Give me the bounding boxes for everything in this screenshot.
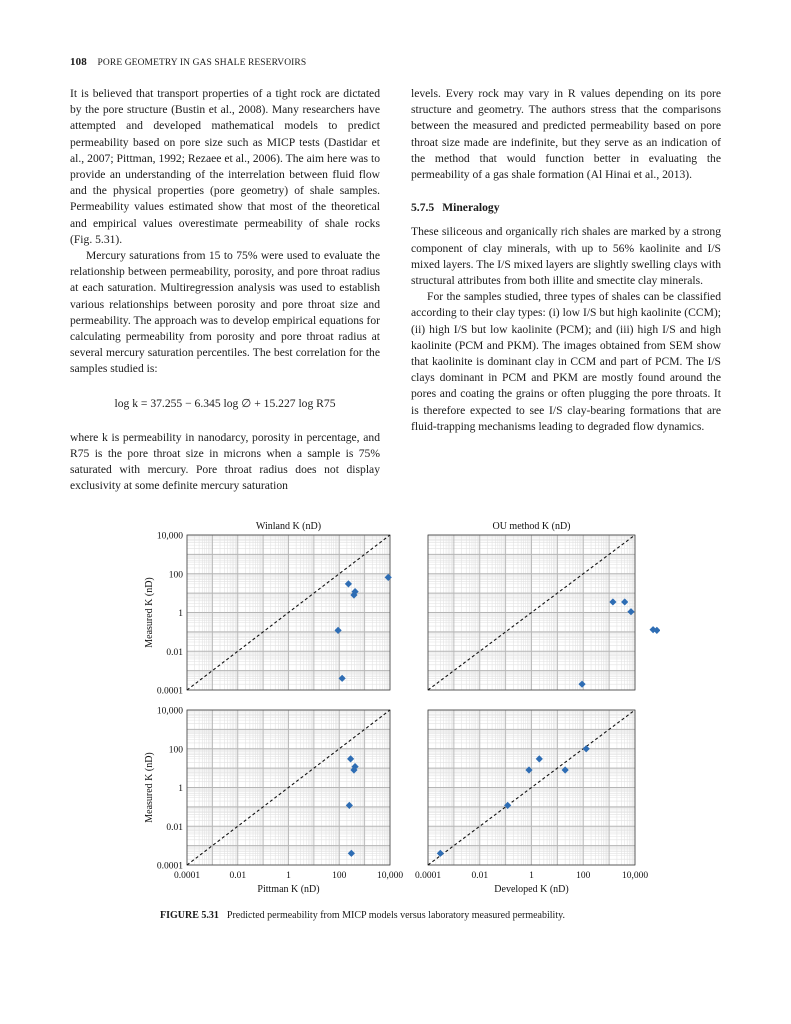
figure-caption-text: Predicted permeability from MICP models versus laboratory measured permeability. — [226, 910, 565, 921]
permeability-equation: log k = 37.255 − 6.345 log ∅ + 15.227 log R75 — [114, 396, 336, 410]
right-paragraph-1: levels. Every rock may vary in R values depending on its pore structure and geometry. The authors stress that the comparisons between the measured and predicted permeability based on pore throat size made are indefinite, but they serve as an indication of the method that would function better in evaluating the permeability of a gas shale formation (Al Hinai et al., 2013). — [411, 87, 721, 182]
pittman-x-tick-label: 0.0001 — [173, 871, 201, 881]
ou-data-point — [578, 681, 585, 688]
right-paragraph-3: For the samples studied, three types of shales can be classified according to their clay types: (i) low I/S but high kaolinite (CCM); (ii) high I/S but low kaolinite (PCM); and (iii) high I/S and high kaolinite (PCM and PKM). The images obtained from SEM show that kaolinite is dominant clay in CCM and part of PCM. The I/S clays dominant in PCM and PKM are mostly found around the pores and coating the grains or often plugging the pore throats. It is therefore expected to see I/S clay-bearing formations that are fluid-trapping mechanisms leading to degraded flow dynamics. — [411, 290, 721, 433]
page-number: 108 — [70, 56, 87, 68]
pittman-x-tick-label: 100 — [332, 871, 347, 881]
pittman-y-tick-label: 10,000 — [156, 706, 183, 717]
winland-y-axis-label: Measured K (nD) — [144, 577, 155, 648]
right-column — [411, 86, 721, 435]
developed-x-tick-label: 0.01 — [471, 871, 489, 881]
section-heading — [411, 200, 721, 216]
pittman-y-tick-label: 100 — [168, 745, 183, 756]
pittman-x-tick-label: 1 — [286, 871, 291, 881]
pittman-x-axis-label: Pittman K (nD) — [257, 884, 320, 895]
left-paragraph-1: It is believed that transport properties of a tight rock are dictated by the pore structure (Bustin et al., 2008). Many researchers have attempted and developed mathematical models to predict permeability based on pore size such as MICP tests (Dastidar et al., 2007; Pittman, 1992; Rezaee et al., 2006). The aim here was to provide an understanding of the interrelation between fluid flow and the physical properties (pore geometry) of shale samples. Permeability values estimated show that most of the theoretical and empirical values overestimate permeability of shale rocks (Fig. 5.31). — [70, 87, 380, 246]
running-title: PORE GEOMETRY IN GAS SHALE RESERVOIRS — [97, 58, 307, 68]
pittman-x-tick-label: 0.01 — [229, 871, 247, 881]
pittman-y-tick-label: 1 — [178, 784, 183, 794]
ou-title: OU method K (nD) — [492, 521, 571, 532]
left-column — [70, 86, 380, 495]
figure-number: FIGURE 5.31 — [160, 910, 219, 921]
developed-x-tick-label: 100 — [576, 871, 591, 881]
developed-x-tick-label: 10,000 — [621, 871, 649, 881]
winland-y-tick-label: 10,000 — [156, 531, 183, 542]
ou-data-point — [609, 598, 616, 605]
section-number: 5.7.5 — [411, 201, 435, 215]
right-paragraph-2: These siliceous and organically rich shales are marked by a strong component of clay minerals, with up to 56% kaolinite and I/S mixed layers. The I/S mixed layers are slightly swelling clays with structural attributes from both illite and smectite clay minerals. — [411, 225, 721, 288]
figure-5-31-chart — [140, 515, 660, 915]
pittman-x-tick-label: 10,000 — [376, 871, 404, 881]
winland-y-tick-label: 0.0001 — [156, 686, 183, 697]
figure-caption — [160, 910, 565, 921]
section-title: Mineralogy — [442, 201, 500, 215]
developed-x-tick-label: 0.0001 — [414, 871, 442, 881]
pittman-y-tick-label: 0.01 — [166, 822, 183, 833]
winland-y-tick-label: 1 — [178, 609, 183, 619]
developed-x-axis-label: Developed K (nD) — [494, 884, 569, 895]
left-paragraph-2: Mercury saturations from 15 to 75% were used to evaluate the relationship between permeability, porosity, and pore throat radius at each saturation. Multiregression analysis was used to establish various relationships between porosity and pore throat size and permeability. The approach was to develop empirical equations for calculating permeability from porosity and pore throat radius at several mercury saturation percentiles. The best correlation for the samples studied is: — [70, 249, 380, 376]
page-header — [70, 56, 306, 68]
developed-x-tick-label: 1 — [529, 871, 534, 881]
winland-title: Winland K (nD) — [255, 521, 322, 532]
winland-y-tick-label: 100 — [168, 570, 183, 581]
left-paragraph-3: where k is permeability in nanodarcy, porosity in percentage, and R75 is the pore throat size in microns when a sample is 75% saturated with mercury. Pore throat radius does not display exclusivity at some definite mercury saturation — [70, 430, 380, 493]
pittman-y-axis-label: Measured K (nD) — [144, 752, 155, 823]
winland-y-tick-label: 0.01 — [166, 647, 183, 658]
pittman-y-tick-label: 0.0001 — [156, 861, 183, 872]
